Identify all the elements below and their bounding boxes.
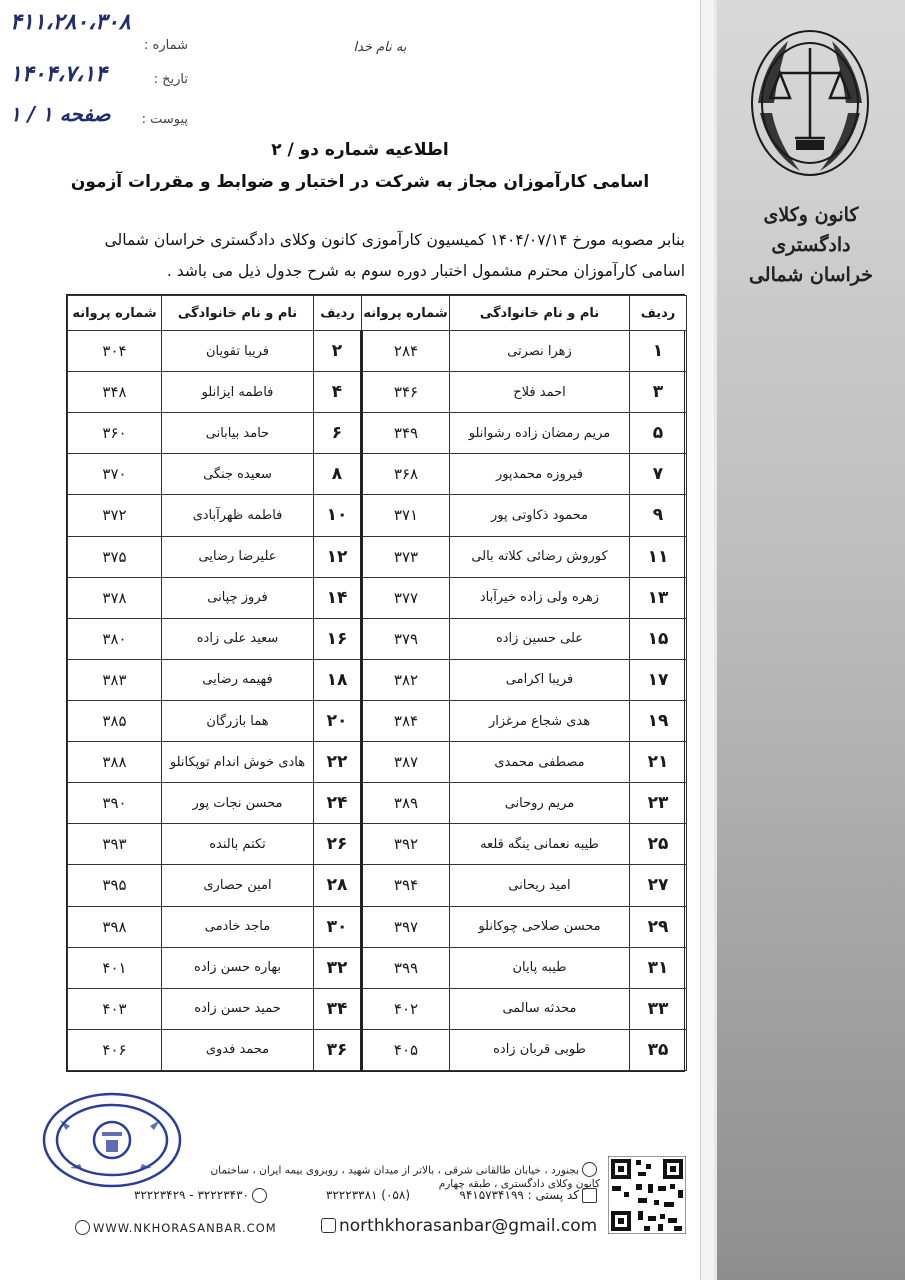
attachment-label: پیوست :: [141, 112, 188, 127]
organization-name: [726, 200, 896, 290]
license-number-cell: ۳۶۰: [68, 413, 162, 454]
row-index-cell: ۳۴: [314, 988, 362, 1029]
table-row: [68, 947, 687, 988]
table-row: [68, 1029, 687, 1070]
row-index-cell: ۲: [314, 331, 362, 372]
row-index-cell: ۳۳: [630, 988, 687, 1029]
full-name-cell: زهره ولی زاده خیرآباد: [450, 577, 630, 618]
license-number-cell: ۳۸۸: [68, 742, 162, 783]
full-name-cell: احمد فلاح: [450, 372, 630, 413]
margin-strip: [700, 0, 715, 1280]
license-number-cell: ۳۴۸: [68, 372, 162, 413]
table-row: [68, 331, 687, 372]
full-name-cell: بهاره حسن زاده: [162, 947, 314, 988]
row-index-cell: ۲۶: [314, 824, 362, 865]
row-index-cell: ۲۴: [314, 783, 362, 824]
organization-name-line2: خراسان شمالی: [748, 264, 874, 286]
number-label: شماره :: [144, 38, 188, 53]
row-index-cell: ۱۲: [314, 536, 362, 577]
qr-code-icon: [608, 1156, 686, 1234]
full-name-cell: علیرضا رضایی: [162, 536, 314, 577]
intro-line-2: اسامی کارآموزان محترم مشمول اختبار دوره سوم به شرح جدول ذیل می باشد .: [166, 262, 685, 280]
row-index-cell: ۲۷: [630, 865, 687, 906]
row-index-cell: ۹: [630, 495, 687, 536]
table-row: [68, 659, 687, 700]
col-header-license-number-2: شماره پروانه: [68, 296, 162, 331]
row-index-cell: ۵: [630, 413, 687, 454]
full-name-cell: تکتم بالنده: [162, 824, 314, 865]
col-header-row-index-2: ردیف: [314, 296, 362, 331]
table-header-row: [68, 296, 687, 331]
mail-icon: [321, 1218, 336, 1233]
license-number-cell: ۳۹۳: [68, 824, 162, 865]
email-address[interactable]: northkhorasanbar@gmail.com: [339, 1216, 598, 1236]
date-label: تاریخ :: [153, 72, 188, 87]
full-name-cell: طیبه نعمانی ینگه قلعه: [450, 824, 630, 865]
row-index-cell: ۲۸: [314, 865, 362, 906]
intro-line-1: بنابر مصوبه مورخ ۱۴۰۴/۰۷/۱۴ کمیسیون کارآموزی کانون وکلای دادگستری خراسان شمالی: [104, 231, 685, 249]
table-row: [68, 618, 687, 659]
license-number-cell: ۳۸۷: [362, 742, 450, 783]
footer-website: [72, 1221, 277, 1236]
license-number-cell: ۳۴۹: [362, 413, 450, 454]
license-number-cell: ۴۰۶: [68, 1029, 162, 1070]
row-index-cell: ۳۲: [314, 947, 362, 988]
license-number-cell: ۳۷۸: [68, 577, 162, 618]
license-number-cell: ۲۸۴: [362, 331, 450, 372]
postal-code: کد پستی : ۹۴۱۵۷۳۴۱۹۹: [459, 1188, 579, 1202]
license-number-cell: ۳۹۸: [68, 906, 162, 947]
full-name-cell: فیروزه محمدپور: [450, 454, 630, 495]
row-index-cell: ۳۶: [314, 1029, 362, 1070]
row-index-cell: ۱۷: [630, 659, 687, 700]
license-number-cell: ۳۹۵: [68, 865, 162, 906]
footer-address: [190, 1163, 600, 1190]
full-name-cell: ماجد خادمی: [162, 906, 314, 947]
col-header-full-name-2: نام و نام خانوادگی: [162, 296, 314, 331]
table-row: [68, 742, 687, 783]
license-number-cell: ۳۸۰: [68, 618, 162, 659]
table-row: [68, 824, 687, 865]
letter-header: [10, 8, 190, 128]
full-name-cell: محمود ذکاوتی پور: [450, 495, 630, 536]
attachment-value: صفحه ۱ / ۱: [10, 102, 111, 126]
full-name-cell: امید ریحانی: [450, 865, 630, 906]
full-name-cell: مریم روحانی: [450, 783, 630, 824]
license-number-cell: ۳۹۲: [362, 824, 450, 865]
table-row: [68, 495, 687, 536]
full-name-cell: طیبه پایان: [450, 947, 630, 988]
license-number-cell: ۴۰۵: [362, 1029, 450, 1070]
full-name-cell: هادی خوش اندام توپکانلو: [162, 742, 314, 783]
license-number-cell: ۳۷۹: [362, 618, 450, 659]
row-index-cell: ۲۰: [314, 700, 362, 741]
table-row: [68, 536, 687, 577]
row-index-cell: ۳۰: [314, 906, 362, 947]
side-band: [714, 0, 905, 1280]
row-index-cell: ۳۱: [630, 947, 687, 988]
table-row: [68, 413, 687, 454]
license-number-cell: ۳۸۵: [68, 700, 162, 741]
full-name-cell: محدثه سالمی: [450, 988, 630, 1029]
row-index-cell: ۱۳: [630, 577, 687, 618]
full-name-cell: فریبا اکرامی: [450, 659, 630, 700]
footer-contact-line: [120, 1188, 600, 1208]
table-row: [68, 906, 687, 947]
row-index-cell: ۷: [630, 454, 687, 495]
full-name-cell: فریبا تقویان: [162, 331, 314, 372]
bar-association-emblem-icon: [740, 18, 880, 188]
license-number-cell: ۳۸۲: [362, 659, 450, 700]
full-name-cell: فهیمه رضایی: [162, 659, 314, 700]
notice-title: اطلاعیه شماره دو / ۲: [271, 140, 449, 160]
table-row: [68, 454, 687, 495]
license-number-cell: ۳۹۹: [362, 947, 450, 988]
license-number-cell: ۳۸۹: [362, 783, 450, 824]
row-index-cell: ۱۸: [314, 659, 362, 700]
full-name-cell: سعیده جنگی: [162, 454, 314, 495]
license-number-cell: ۳۹۴: [362, 865, 450, 906]
phone-item: [133, 1188, 270, 1203]
full-name-cell: فاطمه ظهرآبادی: [162, 495, 314, 536]
globe-icon: [75, 1220, 90, 1235]
notice-subtitle: اسامی کارآموزان مجاز به شرکت در اختبار و ضوابط و مقررات آزمون: [70, 172, 650, 192]
website-url[interactable]: WWW.NKHORASANBAR.COM: [93, 1221, 277, 1235]
table-row: [68, 988, 687, 1029]
full-name-cell: حامد بیابانی: [162, 413, 314, 454]
license-number-cell: ۴۰۳: [68, 988, 162, 1029]
license-number-cell: ۴۰۲: [362, 988, 450, 1029]
number-value: ۴۱۱،۲۸۰،۳۰۸: [10, 10, 131, 35]
full-name-cell: محسن نجات پور: [162, 783, 314, 824]
full-name-cell: حمید حسن زاده: [162, 988, 314, 1029]
postal-code-item: [459, 1188, 600, 1203]
row-index-cell: ۳۵: [630, 1029, 687, 1070]
full-name-cell: مصطفی محمدی: [450, 742, 630, 783]
location-pin-icon: [582, 1162, 597, 1177]
full-name-cell: مریم رمضان زاده رشوانلو: [450, 413, 630, 454]
license-number-cell: ۳۹۷: [362, 906, 450, 947]
row-index-cell: ۱۰: [314, 495, 362, 536]
fax-number: (۰۵۸) ۳۲۲۲۳۳۸۱: [325, 1188, 410, 1202]
full-name-cell: محسن صلاحی چوکانلو: [450, 906, 630, 947]
row-index-cell: ۴: [314, 372, 362, 413]
full-name-cell: هما بازرگان: [162, 700, 314, 741]
row-index-cell: ۸: [314, 454, 362, 495]
row-index-cell: ۱۵: [630, 618, 687, 659]
col-header-license-number: شماره پروانه: [362, 296, 450, 331]
footer-email: [318, 1216, 597, 1236]
license-number-cell: ۳۹۰: [68, 783, 162, 824]
date-value: ۱۴۰۴،۷،۱۴: [10, 62, 107, 87]
row-index-cell: ۲۲: [314, 742, 362, 783]
license-number-cell: ۳۷۱: [362, 495, 450, 536]
row-index-cell: ۳: [630, 372, 687, 413]
letter-footer: [0, 1090, 700, 1280]
license-number-cell: ۳۴۶: [362, 372, 450, 413]
row-index-cell: ۱۴: [314, 577, 362, 618]
trainee-table: [66, 294, 685, 1072]
full-name-cell: طوبی قربان زاده: [450, 1029, 630, 1070]
notice-intro: [30, 225, 685, 287]
table-row: [68, 577, 687, 618]
row-index-cell: ۱: [630, 331, 687, 372]
table-row: [68, 865, 687, 906]
basmala: به نام خدا: [353, 40, 407, 55]
full-name-cell: علی حسین زاده: [450, 618, 630, 659]
row-index-cell: ۱۹: [630, 700, 687, 741]
license-number-cell: ۴۰۱: [68, 947, 162, 988]
full-name-cell: امین حصاری: [162, 865, 314, 906]
license-number-cell: ۳۸۴: [362, 700, 450, 741]
col-header-row-index: ردیف: [630, 296, 687, 331]
license-number-cell: ۳۶۸: [362, 454, 450, 495]
full-name-cell: فروز چپانی: [162, 577, 314, 618]
row-index-cell: ۲۱: [630, 742, 687, 783]
table-row: [68, 783, 687, 824]
row-index-cell: ۲۹: [630, 906, 687, 947]
organization-name-line1: کانون وکلای دادگستری: [763, 204, 859, 256]
row-index-cell: ۱۶: [314, 618, 362, 659]
row-index-cell: ۶: [314, 413, 362, 454]
official-stamp-icon: [40, 1090, 185, 1190]
phone-icon: [252, 1188, 267, 1203]
full-name-cell: سعید علی زاده: [162, 618, 314, 659]
full-name-cell: کوروش رضائی کلاته بالی: [450, 536, 630, 577]
license-number-cell: ۳۷۷: [362, 577, 450, 618]
col-header-full-name: نام و نام خانوادگی: [450, 296, 630, 331]
envelope-icon: [582, 1188, 597, 1203]
phone-numbers: ۳۲۲۲۳۴۳۰ - ۳۲۲۲۳۴۲۹: [133, 1188, 249, 1202]
license-number-cell: ۳۸۳: [68, 659, 162, 700]
row-index-cell: ۲۳: [630, 783, 687, 824]
row-index-cell: ۲۵: [630, 824, 687, 865]
full-name-cell: زهرا نصرتی: [450, 331, 630, 372]
address-text: بجنورد ، خیابان طالقانی شرقی ، بالاتر از میدان شهید ، روبروی بیمه ایران ، ساختمان کانون وکلای دادگستری ، طبقه چهارم: [210, 1164, 600, 1190]
table-row: [68, 372, 687, 413]
license-number-cell: ۳۷۲: [68, 495, 162, 536]
license-number-cell: ۳۷۵: [68, 536, 162, 577]
table-row: [68, 700, 687, 741]
license-number-cell: ۳۷۳: [362, 536, 450, 577]
full-name-cell: محمد فدوی: [162, 1029, 314, 1070]
full-name-cell: فاطمه ایزانلو: [162, 372, 314, 413]
full-name-cell: هدی شجاع مرغزار: [450, 700, 630, 741]
row-index-cell: ۱۱: [630, 536, 687, 577]
license-number-cell: ۳۰۴: [68, 331, 162, 372]
license-number-cell: ۳۷۰: [68, 454, 162, 495]
